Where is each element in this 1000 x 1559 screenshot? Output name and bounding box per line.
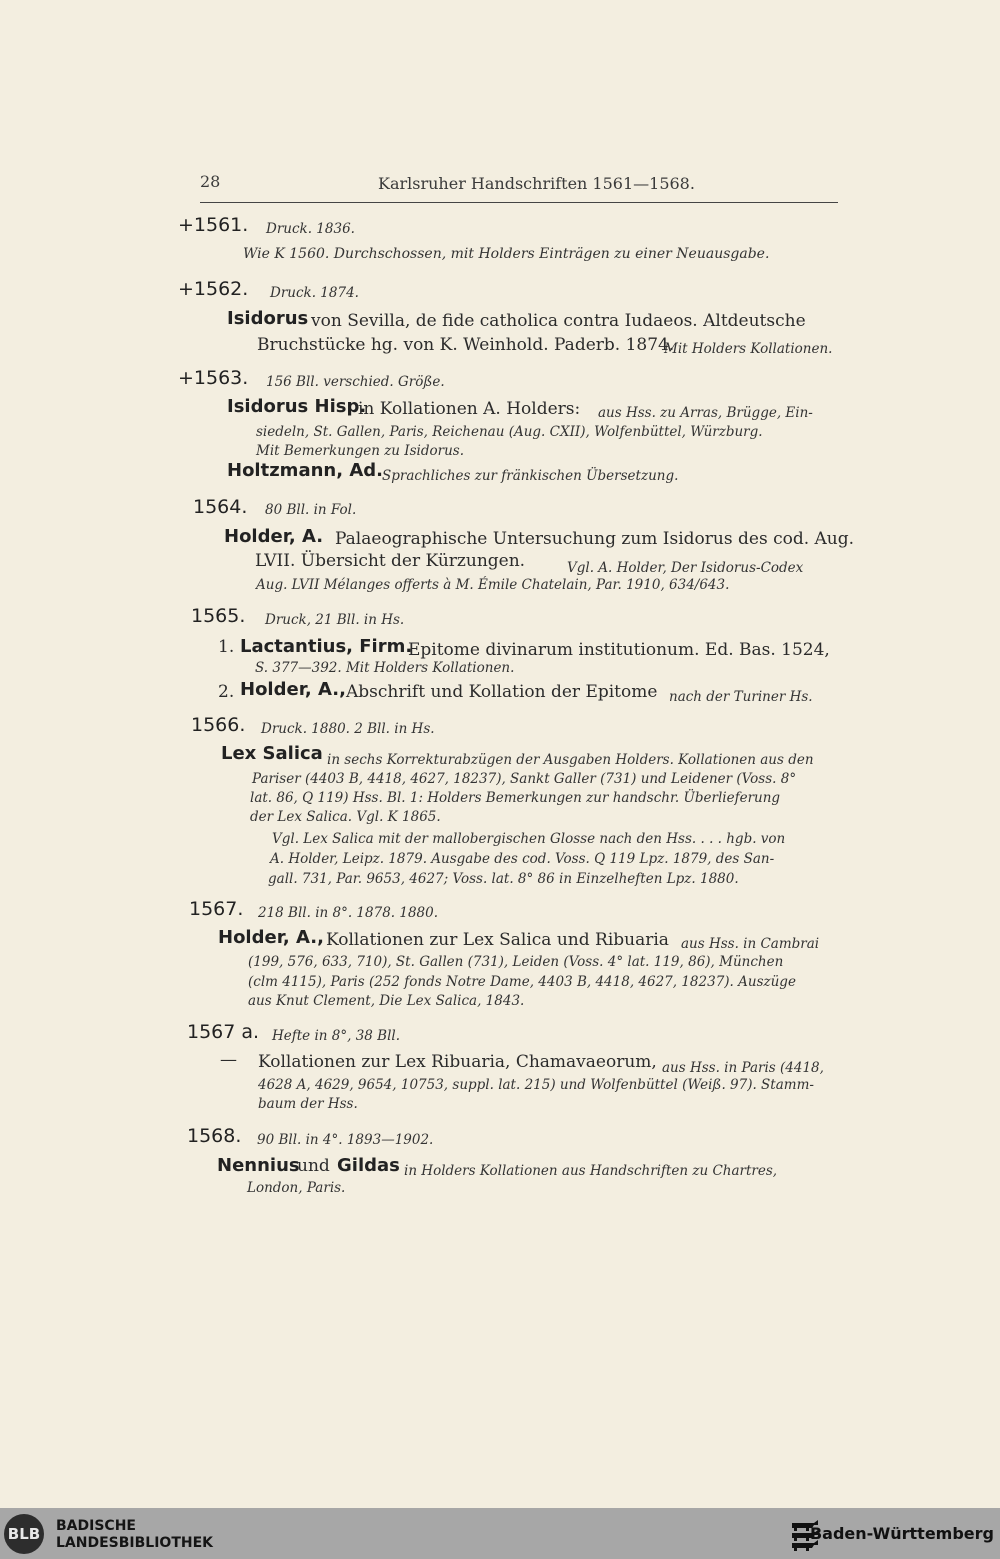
entry-text-1566-e: Vgl. Lex Salica mit der mallobergischen Glosse nach den Hss. . . . hgb. von [272,831,786,847]
entry-text-1567a-d: baum der Hss. [258,1096,358,1112]
entry-text-1566-c: lat. 86, Q 119) Hss. Bl. 1: Holders Bemerkungen zur handschr. Überlieferung [250,790,781,806]
entry-dash-1567a: — [220,1050,237,1070]
entry-text-1566-b: Pariser (4403 B, 4418, 4627, 18237), Sankt Galler (731) und Leidener (Voss. 8° [252,771,797,787]
entry-text-1568-a: in Holders Kollationen aus Handschriften zu Chartres, [404,1163,778,1179]
entry-text-1566-f: A. Holder, Leipz. 1879. Ausgabe des cod. Voss. Q 119 Lpz. 1879, des San- [270,851,775,867]
entry-meta-1562: Druck. 1874. [270,285,359,301]
entry-number-1568: 1568. [187,1125,242,1147]
entry-text-1563-d: Mit Bemerkungen zu Isidorus. [256,443,465,459]
entry-text-1564-b: LVII. Übersicht der Kürzungen. [255,551,526,571]
entry-text-1562-c: Mit Holders Kollationen. [664,341,833,357]
entry-text-1565-d: nach der Turiner Hs. [669,689,813,705]
library-name-line1: BADISCHE [56,1518,136,1534]
entry-meta-1568: 90 Bll. in 4°. 1893—1902. [257,1132,434,1148]
library-name[interactable] [56,1518,213,1552]
entry-text-1564-c: Vgl. A. Holder, Der Isidorus-Codex [567,560,804,576]
entry-text-1561: Wie K 1560. Durchschossen, mit Holders Einträgen zu einer Neuausgabe. [243,246,770,262]
entry-meta-1567: 218 Bll. in 8°. 1878. 1880. [258,905,439,921]
entry-author-1562: Isidorus [227,308,309,329]
entry-author-1568-b: Gildas [337,1155,400,1176]
entry-number-1566: 1566. [191,714,246,736]
entry-meta-1565: Druck, 21 Bll. in Hs. [265,612,405,628]
state-name[interactable]: Baden-Württemberg [809,1524,994,1543]
entry-author-1565-1: Lactantius, Firm. [240,636,413,657]
entry-text-1562-b: Bruchstücke hg. von K. Weinhold. Paderb. 1874. [257,335,675,355]
entry-meta-1567a: Hefte in 8°, 38 Bll. [272,1028,401,1044]
entry-text-1565-b: S. 377—392. Mit Holders Kollationen. [255,660,515,676]
entry-author-1563-b: Holtzmann, Ad. [227,460,383,481]
entry-text-1567-b: aus Hss. in Cambrai [681,936,820,952]
entry-text-1563-a: in Kollationen A. Holders: [358,399,581,419]
entry-text-1564-d: Aug. LVII Mélanges offerts à M. Émile Chatelain, Par. 1910, 634/643. [256,577,730,593]
entry-text-1567a-a: Kollationen zur Lex Ribuaria, Chamavaeorum, [258,1052,657,1072]
entry-author-1565-2: Holder, A., [240,679,346,700]
entry-text-1565-c: Abschrift und Kollation der Epitome [346,682,658,702]
blb-logo[interactable]: BLB [4,1514,44,1554]
entry-text-1564-a: Palaeographische Untersuchung zum Isidorus des cod. Aug. [335,529,855,549]
entry-connector-1568: und [297,1156,330,1176]
entry-text-1563-e: Sprachliches zur fränkischen Übersetzung. [382,468,679,484]
entry-author-1566: Lex Salica [221,743,323,764]
entry-meta-1564: 80 Bll. in Fol. [265,502,357,518]
page-number: 28 [200,172,221,191]
entry-text-1563-b: aus Hss. zu Arras, Brügge, Ein- [598,405,813,421]
entry-author-1567: Holder, A., [218,927,324,948]
footer-bar [0,1508,1000,1559]
entry-text-1563-c: siedeln, St. Gallen, Paris, Reichenau (Aug. CXII), Wolfenbüttel, Würzburg. [256,424,763,440]
entry-meta-1563: 156 Bll. verschied. Größe. [266,374,445,390]
entry-text-1567a-b: aus Hss. in Paris (4418, [662,1060,824,1076]
entry-text-1562-a: von Sevilla, de fide catholica contra Iudaeos. Altdeutsche [311,311,806,331]
entry-number-1565: 1565. [191,605,246,627]
entry-number-1567a: 1567 a. [187,1021,260,1043]
entry-meta-1561: Druck. 1836. [266,221,355,237]
entry-number-1562: +1562. [178,278,249,300]
entry-number-1564: 1564. [193,496,248,518]
entry-author-1568-a: Nennius [217,1155,300,1176]
entry-author-1563-a: Isidorus Hisp. [227,396,367,417]
entry-number-1567: 1567. [189,898,244,920]
entry-meta-1566: Druck. 1880. 2 Bll. in Hs. [261,721,435,737]
entry-text-1567a-c: 4628 A, 4629, 9654, 10753, suppl. lat. 215) und Wolfenbüttel (Weiß. 97). Stamm- [258,1077,814,1093]
entry-author-1564: Holder, A. [224,526,324,547]
entry-item-no-1565-1: 1. [218,637,235,657]
entry-text-1565-a: Epitome divinarum institutionum. Ed. Bas. 1524, [408,640,830,660]
entry-item-no-1565-2: 2. [218,682,235,702]
library-name-line2: LANDESBIBLIOTHEK [56,1535,214,1551]
entry-text-1566-d: der Lex Salica. Vgl. K 1865. [250,809,441,825]
entry-text-1567-d: (clm 4115), Paris (252 fonds Notre Dame, 4403 B, 4418, 4627, 18237). Auszüge [248,974,796,990]
running-title: Karlsruher Handschriften 1561—1568. [378,174,695,193]
entry-text-1567-c: (199, 576, 633, 710), St. Gallen (731), Leiden (Voss. 4° lat. 119, 86), München [248,954,784,970]
entry-number-1563: +1563. [178,367,249,389]
entry-text-1566-a: in sechs Korrekturabzügen der Ausgaben Holders. Kollationen aus den [327,752,814,768]
entry-text-1566-g: gall. 731, Par. 9653, 4627; Voss. lat. 8° 86 in Einzelheften Lpz. 1880. [268,871,739,887]
header-rule [200,202,838,203]
entry-number-1561: +1561. [178,214,249,236]
entry-text-1568-b: London, Paris. [247,1180,346,1196]
entry-text-1567-a: Kollationen zur Lex Salica und Ribuaria [326,930,669,950]
entry-text-1567-e: aus Knut Clement, Die Lex Salica, 1843. [248,993,525,1009]
